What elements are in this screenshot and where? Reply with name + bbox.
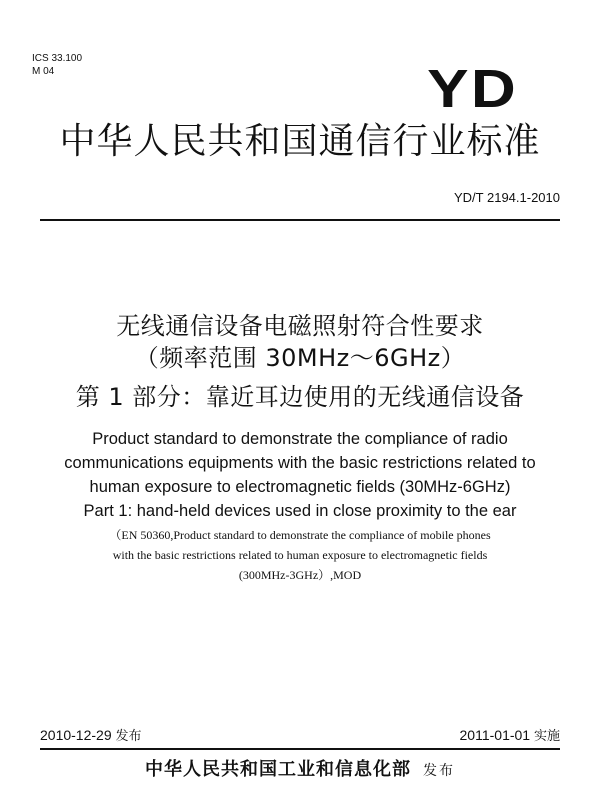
equivalence-line-2: with the basic restrictions related to human exposure to electromagnetic fields [112,548,488,562]
implement-date-block [460,726,560,746]
bottom-divider [40,748,560,750]
top-divider [40,219,560,221]
classification-codes [32,52,82,78]
chinese-title-line-1: 无线通信设备电磁照射符合性要求 [116,312,484,340]
yd-logo: YD [427,59,518,119]
english-title-line-1: Product standard to demonstrate the compliance of radio [92,430,508,448]
equivalence-line-3: (300MHz-3GHz）,MOD [238,568,362,582]
english-title-line-4: Part 1: hand-held devices used in close proximity to the ear [83,502,517,520]
chinese-title-line-3: 第 1 部分：靠近耳边使用的无线通信设备 [75,383,525,411]
equivalence-line-1: （EN 50360,Product standard to demonstrate the compliance of mobile phones [109,528,491,542]
issuing-organization: 中华人民共和国工业和信息化部 [145,759,411,780]
publish-label: 发布 [115,729,142,744]
ics-code: ICS 33.100 [32,53,83,64]
publish-date-block [40,726,142,746]
issuer-line [0,755,600,781]
standard-number: YD/T 2194.1-2010 [454,190,560,205]
implement-label: 实施 [533,729,560,744]
chinese-title-line-2: （频率范围 30MHz～6GHz） [134,344,466,372]
publish-date: 2010-12-29 [40,727,112,743]
issuer-action: 发布 [423,763,455,779]
english-title-line-3: human exposure to electromagnetic fields (30MHz-6GHz) [89,478,511,496]
standard-category-title: 中华人民共和国通信行业标准 [59,121,541,162]
category-code: M 04 [32,66,55,77]
english-title-line-2: communications equipments with the basic restrictions related to [64,454,536,472]
implement-date: 2011-01-01 [459,727,531,743]
